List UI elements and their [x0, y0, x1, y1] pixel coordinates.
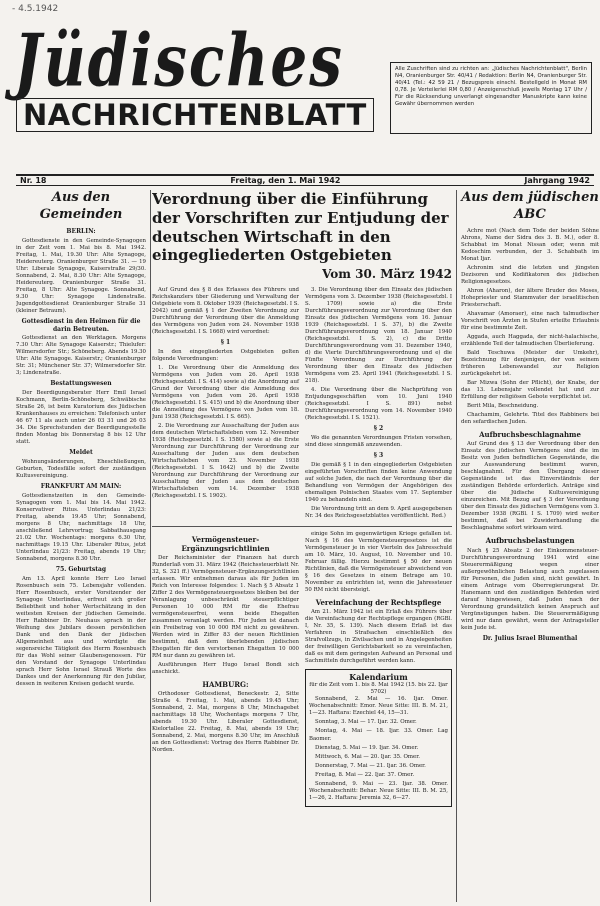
kalendarium-row: Freitag, 8. Mai — 22. Ijar. 37. Omer.	[315, 771, 415, 778]
section-title: Meldet	[69, 449, 93, 457]
paragraph: Die Verordnung tritt an dem 9. April ausgegebenen Nr. 34 des Reichsgesetzblattes veröffentlicht. Red.)	[305, 505, 452, 519]
paragraph-mark: § 3	[373, 451, 384, 459]
article-title: Aufbruchsbelastungen	[485, 536, 575, 546]
paragraph: 3. Die Verordnung über den Einsatz des jüdischen Vermögens vom 3. Dezember 1938 (Reichsgesetzbl. I S. 1709) sowie a) die Erste Durchführungsverordnung zur Verordnung über den Einsatz des jüdischen Vermögens vom 16. Januar 1939 (Reichsgesetzbl. I S. 37), b) die Zweite Durchführungsverordnung vom 18. Januar 1940 (Reichsgesetzbl. I S. 2), c) die Dritte Durchführungsverordnung vom 31. Dezember 1940, d) die Vierte Durchführungsverordnung und e) die Fünfte Verordnung zur Durchführung der Verordnung über den Einsatz des jüdischen Vermögens vom 25. April 1941 (Reichsgesetzbl. I S. 218).	[305, 286, 452, 384]
paragraph: Ausführungen Herr Hugo Israel Bondi sich anschickt.	[152, 662, 299, 676]
paragraph: Am 21. März 1942 ist ein Erlaß des Führers über die Vereinfachung der Rechtspflege ergangen (RGBl. I, Nr. 35, S. 139). Nach diesem Erlaß ist das Verfahren in Strafsachen einschließlich des Strafvollzugs, in Zivilsachen und in Angelegenheiten der freiwilligen Gerichtsbarkeit so zu vereinfachen, daß es mit dem geringsten Aufwand an Personal und Sachmitteln durchgeführt werden kann.	[305, 608, 452, 664]
lower-col-b	[305, 531, 452, 807]
issue-number: Nr. 18	[20, 176, 47, 185]
abc-entry: Achronim sind die letzten und jüngsten Dezisoren und Kodifikatoren des jüdischen Religionsgesetzes.	[461, 264, 599, 285]
abc-entry: Chachamim, Gelehrte. Titel des Rabbiners bei den sefardischen Juden.	[461, 412, 599, 426]
main-headline: Verordnung über die Einführung der Vorschriften zur Entjudung der deutschen Wirtschaft in den eingegliederten Ostgebieten	[152, 190, 449, 265]
kalendarium-row: Mittwoch, 6. Mai — 20. Ijar. 35. Omer.	[315, 753, 420, 760]
author-signature: Dr. Julius Israel Blumenthal	[482, 634, 578, 642]
issue-date: Freitag, den 1. Mai 1942	[230, 176, 341, 185]
paragraph: Nach § 25 Absatz 2 der Einkommensteuer-Durchführungsverordnung 1941 wird eine Steuerermäßigung wegen einer außergewöhnlichen Belastung auch zugelassen für Personen, die Juden sind, nicht gewährt. In einem Antrage vom Oberregierungsrat Dr. Hanemann und den zuständigen Behörden wird darauf hingewiesen, daß Juden nach der Verordnung grundsätzlich keinen Anspruch auf Vergünstigungen haben. Die Steuerermäßigung wird nur dann gewährt, wenn der Antragsteller kein Jude ist.	[461, 547, 599, 631]
abc-entry: Bar Mizwa (Sohn der Pflicht), der Knabe, der das 13. Lebensjahr vollendet hat und zur Erfüllung der religiösen Gebote verpflichtet ist.	[461, 380, 599, 401]
kalendarium-row: Montag, 4. Mai — 18. Ijar. 33. Omer. Lag Baomer.	[309, 728, 448, 742]
masthead-title: Jüdisches	[14, 17, 344, 103]
left-column-heading: Aus den Gemeinden	[39, 190, 123, 222]
kalendarium-row: Sonnabend, 9. Mai — 23. Ijar. 38. Omer. Wochenabschnitt: Behar. Neue Sitte: III. B. M. 25, 1—26, 2. Haftara: Jeremia 32, 6—27.	[309, 780, 448, 801]
handwritten-date: - 4.5.1942	[12, 4, 59, 14]
masthead	[14, 17, 386, 136]
decree-col-a	[152, 287, 299, 522]
right-column-heading: Aus dem jüdischen ABC	[461, 190, 599, 222]
lower-col-a	[152, 531, 299, 807]
abc-entry: Ahron (Aharon), der ältere Bruder des Moses, Hohepriester und Stammvater der israelitischen Priesterschaft.	[461, 287, 599, 308]
kalendarium-row: Dienstag, 5. Mai — 19. Ijar. 34. Omer.	[315, 744, 419, 751]
paragraph: Orthodoxer Gottesdienst, Beneckestr. 2, Sitte Straße 4. Freitag, 1. Mai, abends 19.45 Uhr; Sonnabend, 2. Mai, morgens 8 Uhr, Minchagebet nachmittags 18 Uhr, Wochentags morgens 7 Uhr, abends 19.30 Uhr. Liberaler Gottesdienst, Kielortallee 22. Freitag, 8. Mai, abends 19 Uhr; Sonnabend, 2. Mai, morgens 8.30 Uhr, im Anschluß an den Gottesdienst: Vortrag des Herrn Rabbiner Dr. Norden.	[152, 691, 299, 754]
article-title: HAMBURG:	[202, 680, 249, 690]
lower-section	[152, 531, 452, 807]
paragraph: Auf Grund des § 8 des Erlasses des Führers und Reichskanzlers über Gliederung und Verwaltung der Ostgebiete vom 8. Oktober 1939 (Reichsgesetzbl. I S. 2042) und gemäß § 1 der Zweiten Verordnung zur Durchführung der Verordnung über die Anmeldung des Vermögens von Juden vom 24. November 1938 (Reichsgesetzbl. I S. 1668) wird verordnet:	[152, 286, 299, 335]
abc-entry: Achre mot (Nach dem Tode der beiden Söhne Ahrons, Name der Sidra des 3. B. M.), oder 8. Schabbat im Monat Nissan oder, wenn mit Kedoschim verbunden, der 3. Schabbath im Monat Ijar.	[461, 227, 599, 262]
divider	[152, 526, 452, 527]
kalendarium-row: Sonnabend, 2. Mai — 16. Ijar. Omer. Wochenabschnitt: Emor. Neue Sitte: III. B. M. 21, 1—23. Haftara: Ezechiel 44, 15—31.	[309, 696, 448, 717]
center-column	[152, 190, 452, 902]
paragraph: Auf Grund des § 13 der Verordnung über den Einsatz des jüdischen Vermögens sind die im Besitz von Juden befindlichen Gegenstände, die zur Auswanderung bestimmt waren, beschlagnahmt. Für den Übergang dieser Gegenstände ist das Einverständnis der zuständigen Behörde erforderlich. Anträge sind über die Jüdische Kultusvereinigung einzureichen. Mit Bezug auf § 3 der Verordnung über den Einsatz des jüdischen Vermögens vom 3. Dezember 1938 (RGBl. I S. 1709) wird weiter bestimmt, daß bei Zuwiderhandlung die Beschlagnahme sofort wirksam wird.	[461, 441, 599, 532]
abc-entry: Aggada, auch Haggada, der nicht-halachische, erzählende Teil der talmudischen Überlieferung.	[461, 334, 599, 348]
section-text: Wohnungsänderungen, Eheschließungen, Geburten, Todesfälle sofort der zuständigen Kultusvereinigung.	[16, 459, 146, 480]
paragraph: 1. Die Verordnung über die Anmeldung des Vermögens von Juden vom 26. April 1938 (Reichsgesetzbl. I S. 414) sowie a) die Anordnung auf Grund der Verordnung über die Anmeldung des Vermögens von Juden vom 26. April 1938 (Reichsgesetzbl. I S. 415) und b) die Anordnung über die Anmeldung des Vermögens von Juden vom 18. Juni 1938 (Reichsgesetzbl. I S. 665).	[152, 364, 299, 420]
abc-entry: Bald Teschuwa (Meister der Umkehr), Bezeichnung für denjenigen, der von seinem früheren Lebenswandel zur Religion zurückgekehrt ist.	[461, 350, 599, 378]
paragraph: Die gemäß § 1 in den eingegliederten Ostgebieten eingeführten Vorschriften finden keine Anwendung auf solche Juden, die nach der Verordnung über die Behandlung von Vermögen der Angehörigen des ehemaligen Polnischen Staates vom 17. September 1940 zu behandeln sind.	[305, 461, 452, 503]
masthead-subtitle: NACHRICHTENBLATT	[16, 98, 374, 132]
abc-entry: Berit Mila, Beschneidung.	[467, 403, 539, 410]
section-title: BERLIN:	[66, 227, 96, 235]
paragraph-mark: § 1	[220, 338, 231, 346]
article-title: Aufbruchsbeschlagnahme	[479, 430, 581, 440]
section-title: FRANKFURT AM MAIN:	[40, 483, 122, 491]
kalendarium-subtitle: für die Zeit vom 1. bis 8. Mai 1942 (15. bis 22. Ijar 5702)	[309, 682, 448, 696]
date-bar	[16, 174, 594, 186]
paragraph: 2. Die Verordnung zur Ausschaltung der Juden aus dem deutschen Wirtschaftsleben vom 12. November 1938 (Reichsgesetzbl. I S. 1580) sowie a) die Erste Verordnung zur Durchführung der Verordnung zur Ausschaltung der Juden aus dem deutschen Wirtschaftsleben vom 23. November 1938 (Reichsgesetzbl. I S. 1642) und b) die Zweite Verordnung zur Durchführung der Verordnung zur Ausschaltung der Juden aus dem deutschen Wirtschaftsleben vom 14. Dezember 1938 (Reichsgesetzbl. I S. 1902).	[152, 422, 299, 499]
abc-entry: Ahavamar (Amoraer), eine nach talmudischer Vorschrift von Ärzten in Stufen erteilte Erlaubnis für eine bestimmte Zeit.	[461, 310, 599, 331]
paragraph-mark: § 2	[373, 424, 384, 432]
left-column	[16, 190, 151, 902]
paragraph: In den eingegliederten Ostgebieten gelten folgende Verordnungen:	[152, 348, 299, 362]
publisher-info-box: Alle Zuschriften sind zu richten an: „Jüdisches Nachrichtenblatt", Berlin N4, Oranienburger Str. 40/41 / Redaktion: Berlin N4, Oranienburger Str. 40/41 (Tel.: 42 59 21 / Bezugspreis einschl. Bestellgeld in Monat RM 0,78. Je Verteilerlei RM 0,80 / Anzeigenschluß jeweils Montag 17 Uhr / Für die Rücksendung unverlangt eingesandter Manuskripte kann keine Gewähr übernommen werden	[390, 62, 592, 134]
section-title: Gottesdienst in den Heimen für die darin Betreuten.	[21, 317, 141, 333]
issue-year: Jahrgang 1942	[524, 176, 590, 185]
decree-col-b	[305, 287, 452, 522]
newspaper-page	[6, 4, 599, 902]
section-text: Gottesdienste in den Gemeinde-Synagogen in der Zeit vom 1. Mai bis 8. Mai 1942. Freitag, 1. Mai, 19.30 Uhr: Alte Synagoge, Heidereuterg. Oranienburger Straße 31. — 19 Uhr: Liberale Synagoge, Kaiserstraße 29/30. Sonnabend, 2. Mai, 8.30 Uhr: Alte Synagoge, Heidereuterg. Oranienburger Straße 31. Freitag, 8 Uhr: Alte Synagoge. Sonnabend, 9.30 Uhr: Synagoge Lindenstraße. Jugendgottesdienst Oranienburger Straße 31 (kleiner Betraum).	[16, 237, 146, 314]
paragraph: Wo die genannten Verordnungen Fristen vorsehen, sind diese sinngemäß anzuwenden.	[305, 434, 452, 448]
kalendarium-title: Kalendarium	[349, 672, 408, 682]
article-title: Vereinfachung der Rechtspflege	[315, 597, 442, 607]
kalendarium-row: Sonntag, 3. Mai — 17. Ijar. 32. Omer.	[315, 719, 417, 726]
kalendarium-box	[305, 669, 452, 807]
paragraph: 4. Die Verordnung über die Nachprüfung von Entjudungsgeschäften vom 10. Juni 1940 (Reichsgesetzbl. I S. 891) nebst Durchführungsverordnung vom 14. November 1940 (Reichsgesetzbl. I S. 1521).	[305, 386, 452, 421]
section-text: Gottesdienstzeiten in den Gemeinde-Synagogen vom 1. Mai bis 14. Mai 1942. Konservativer Ritus. Unterlindau 21/23: Freitag, abends 19.45 Uhr; Sonnabend, morgens 8 Uhr, nachmittags 18 Uhr, anschließend Lehrvortrag; Sabbathausgang 21.02 Uhr. Wochentags: morgens 6.30 Uhr, nachmittags 19.15 Uhr. Liberaler Ritus, jetzt Unterlindau 21/23: Freitag, abends 19 Uhr; Sonnabend, morgens 8.30 Uhr.	[16, 493, 146, 563]
section-title: 75. Geburtstag	[55, 566, 107, 574]
section-text: Der Beerdigungsberater Herr Emil Israel Kochmann, Berlin-Schöneberg, Schwäbische Straße 26, ist beim Kuratorium des Jüdischen Krankenhauses zu erreichen: Telefonisch unter 46 67 11 als auch unter 26 03 31 und 26 03 34. Die Sprechstunden der Beerdigungsstelle finden Montag bis Donnerstag 8 bis 12 Uhr statt.	[16, 390, 146, 446]
paragraph: Der Reichsminister der Finanzen hat durch Runderlaß vom 31. März 1942 (Reichssteuerblatt Nr. 32, S. 321 ff.) Vermögensteuer-Ergänzungsrichtlinien erlassen. Wir entnehmen daraus als für Juden im Reich von Interesse folgendes: 1. Nach § 5 Absatz 1 Ziffer 2 des Vermögensteuergesetzes bleiben bei der Veranlagung unbeschränkt steuerpflichtiger Personen 10 000 RM für die Ehefrau vermögensteuerfrei, wenn beide Ehegatten zusammen veranlagt werden. Für Juden ist danach ein Freibetrag von 10 000 RM nicht zu gewähren. Werden wird in Ziffer 83 der neuen Richtlinien bestimmt, daß dem überlebenden jüdischen Ehegatten für den verstorbenen Ehegatten 10 000 RM nur dann zu gewähren ist.	[152, 554, 299, 660]
article-title: Vermögensteuer-Ergänzungsrichtlinien	[181, 534, 270, 553]
paragraph: einige Sohn im gegenwärtigen Kriege gefallen ist. Nach § 16 des Vermögensteuergesetzes ist die Vermögensteuer je in vier Vierteln des Jahresschuld am 10. März, 10. August, 10. November und 10. Februar fällig. Hierzu bestimmt § 50 der neuen Richtlinien, daß die Vermögensteuer abweichend von § 16 des Gesetzes in einem Betrage am 10. November zu entrichten ist, wenn die Jahressteuer 50 RM nicht übersteigt.	[305, 530, 452, 593]
decree-body	[152, 287, 452, 522]
section-title: Bestattungswesen	[50, 380, 112, 388]
section-text: Gottesdienst an den Werktagen. Morgens 7.30 Uhr: Alte Synagoge Kaiserstr.; Thielufer: Wilmersdorfer Str.; Schöneberg. Abends 19.30 Uhr: Alte Synagoge. Kaiserstr.; Oranienburger Str. 31; Münchener Str. 37; Wilmersdorfer Str. 3; Lindenstraße.	[16, 335, 146, 377]
right-column	[456, 190, 599, 902]
decree-dateline: Vom 30. März 1942	[322, 267, 452, 281]
section-text: Am 13. April konnte Herr Leo Israel Rosenbusch sein 75. Lebensjahr vollenden. Herr Rosenbusch, erster Vorsitzender der Synagoge Unterlindau, erfreut sich großer Beliebtheit und hoher Wertschätzung in den weitesten Kreisen der jüdischen Gemeinde. Herr Rabbiner Dr. Neuhaus sprach in der Weihung des Jubilars dessen persönlichen Dank und den Dank der jüdischen Allgemeinheit aus und würdigte die segensreiche Tätigkeit des Herrn Rosenbusch für das Wohl seiner Glaubensgenossen. Für den Vorstand der Synagoge Unterlindau sprach Herr Sohn Israel Strauß Worte des Dankes und der Anerkennung für den Jubilar, dessen in weiteren Kreisen gedacht wurde.	[16, 575, 146, 688]
kalendarium-row: Donnerstag, 7. Mai — 21. Ijar. 36. Omer.	[315, 762, 426, 769]
